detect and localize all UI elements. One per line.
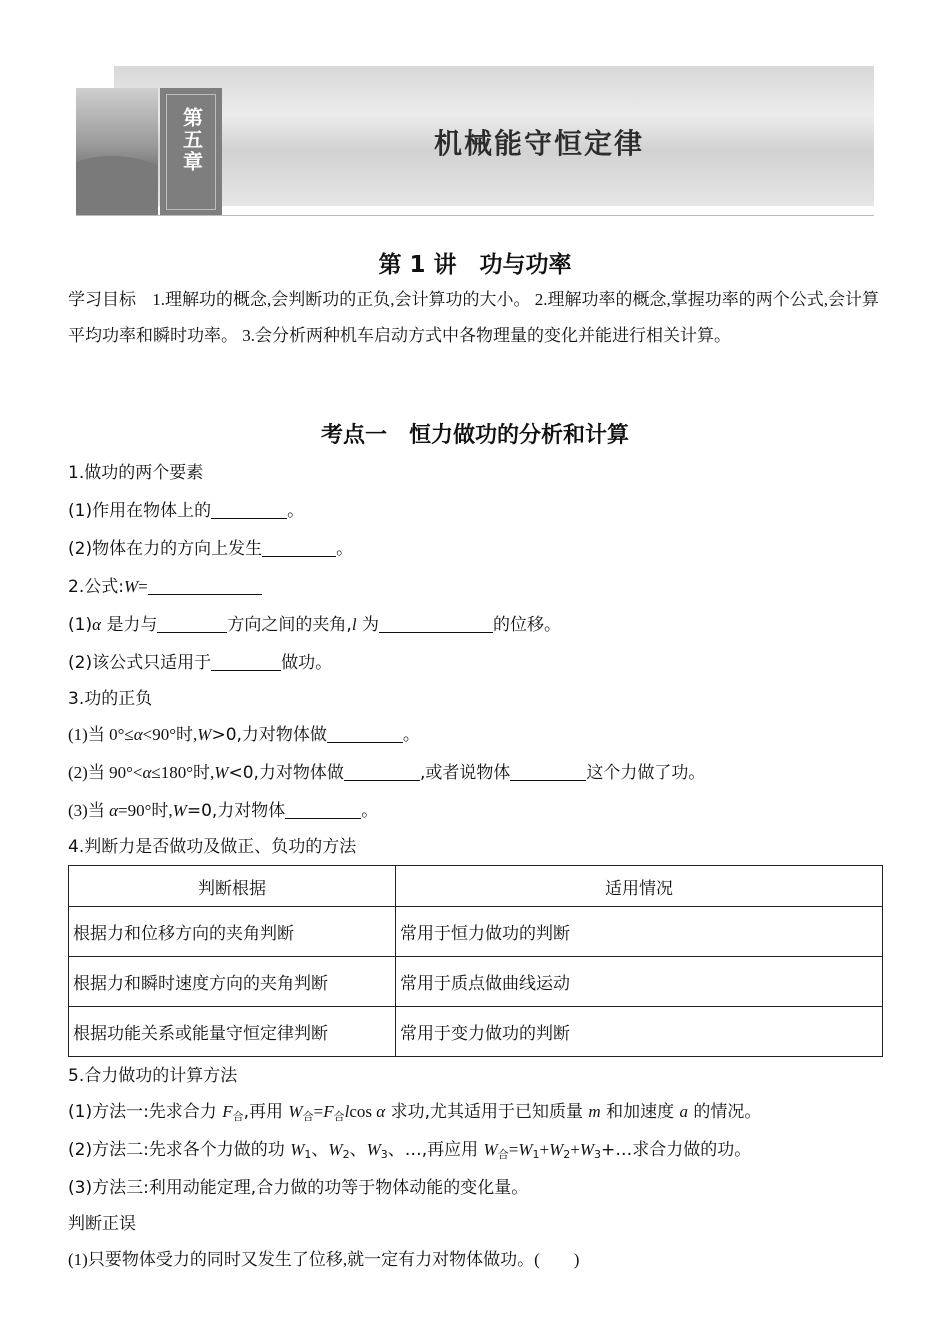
table-cell: 常用于变力做功的判断 [396,1007,883,1057]
table-header: 判断根据 [69,866,396,907]
heading-net-work-methods: 5.合力做功的计算方法 [68,1066,238,1086]
section-title: 考点一 恒力做功的分析和计算 [320,423,629,448]
chapter-banner [76,66,874,218]
goals-label: 学习目标 [68,290,136,310]
line-displacement: (2)物体在力的方向上发生 。 [68,539,354,559]
table-cell: 根据力和位移方向的夹角判断 [69,907,396,957]
chapter-badge [160,88,222,216]
blank [510,763,586,781]
table-cell: 根据力和瞬时速度方向的夹角判断 [69,957,396,1007]
judgment-table [68,865,883,1057]
blank [211,501,287,519]
blank [344,763,420,781]
table-cell: 根据功能关系或能量守恒定律判断 [69,1007,396,1057]
banner-thumbnail-image [76,88,158,216]
banner-divider [76,215,874,216]
blank [157,615,227,633]
learning-goals [68,282,884,354]
table-cell: 常用于恒力做功的判断 [396,907,883,957]
table-row [69,907,883,957]
line-formula: 2.公式:W= [68,572,262,597]
blank [148,577,262,595]
line-zero-work: (3)当 α=90°时,W=0,力对物体 。 [68,801,379,821]
true-false-item: (1)只要物体受力的同时又发生了位移,就一定有力对物体做功。( ) [68,1250,580,1269]
thumbnail-hill [76,156,158,216]
blank [327,725,403,743]
blank [262,539,336,557]
heading-true-false: 判断正误 [68,1214,136,1234]
heading-judge-method: 4.判断力是否做功及做正、负功的方法 [68,837,357,857]
blank [211,653,281,671]
chapter-title: 机械能守恒定律 [434,127,645,160]
chapter-label: 第五章 [166,94,216,210]
table-header-row [69,866,883,907]
table-cell: 常用于质点做曲线运动 [396,957,883,1007]
goals-text: 1.理解功的概念,会判断功的正负,会计算功的大小。 2.理解功率的概念,掌握功率的两个公式,会计算平均功率和瞬时功率。 3.会分析两种机车启动方式中各物理量的变化并能进行相关计算。 [68,290,879,345]
line-method-two: (2)方法二:先求各个力做的功 $W_1$、$W_2$、$W_3$、…,再应用 $W_合=W_1+W_2+W_3+\dots$求合力做的功。 [68,1140,752,1161]
line-force-on-body: (1)作用在物体上的 。 [68,501,305,521]
line-method-one: (1)方法一:先求合力 $F_合$,再用 $W_合=F_合lcos$ α 求功,尤其适用于已知质量 m 和加速度 a 的情况。 [68,1102,762,1123]
blank [379,615,493,633]
line-negative-work: (2)当 90°<α≤180°时,W<0,力对物体做 ,或者说物体 这个力做了功。 [68,763,706,783]
line-positive-work: (1)当 0°≤α<90°时,W>0,力对物体做 。 [68,725,420,745]
blank [285,801,361,819]
table-row [69,957,883,1007]
line-applicability: (2)该公式只适用于 做功。 [68,653,333,673]
line-angle-definition: (1)α 是力与 方向之间的夹角,l 为 的位移。 [68,615,561,635]
heading-work-elements: 1.做功的两个要素 [68,463,204,483]
heading-sign-of-work: 3.功的正负 [68,689,153,709]
line-method-three: (3)方法三:利用动能定理,合力做的功等于物体动能的变化量。 [68,1178,529,1198]
table-header: 适用情况 [396,866,883,907]
table-row [69,1007,883,1057]
lecture-title: 第 1 讲 功与功率 [378,252,572,278]
